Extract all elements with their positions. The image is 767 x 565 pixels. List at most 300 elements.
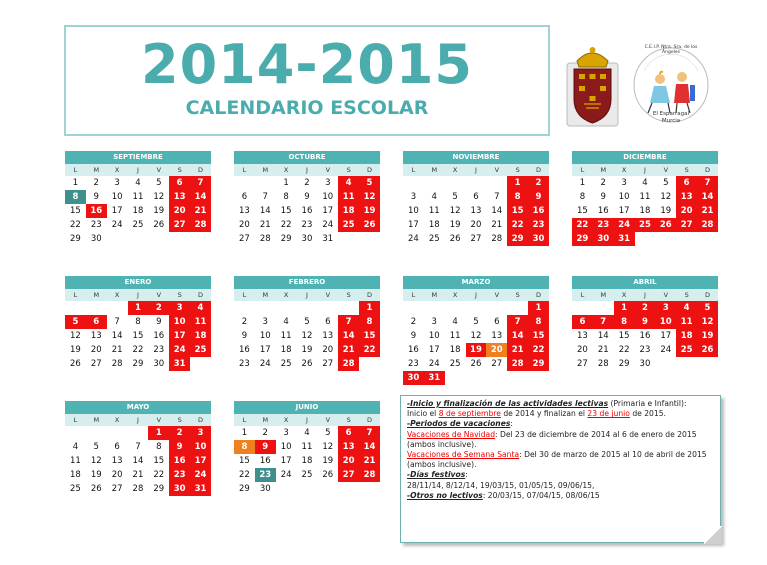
notes-line-5: Vacaciones de Semana Santa: Del 30 de marzo de 2015 al 10 de abril de 2015 (ambos inclusive). bbox=[407, 450, 707, 470]
day-cell: 21 bbox=[338, 343, 359, 357]
day-cell: 2 bbox=[304, 178, 310, 188]
day-cell: 21 bbox=[111, 345, 123, 355]
empty-cell bbox=[572, 301, 593, 315]
day-cell: 20 bbox=[111, 470, 123, 480]
day-cell: 29 bbox=[280, 234, 292, 244]
day-cell: 19 bbox=[660, 206, 672, 216]
day-cell: 15 bbox=[132, 331, 144, 341]
day-cell: 8 bbox=[614, 315, 635, 329]
day-cell: 25 bbox=[301, 470, 313, 480]
day-cell: 6 bbox=[86, 315, 107, 329]
murcia-coat-of-arms-logo bbox=[565, 41, 620, 129]
day-cell: 14 bbox=[190, 190, 211, 204]
day-cell: 10 bbox=[322, 192, 334, 202]
day-cell: 8 bbox=[528, 315, 549, 329]
weekday-label: D bbox=[535, 291, 541, 299]
day-cell: 9 bbox=[169, 440, 190, 454]
weekday-label: D bbox=[197, 166, 203, 174]
month-december bbox=[572, 151, 718, 246]
month-may bbox=[65, 401, 211, 496]
day-cell: 3 bbox=[262, 317, 268, 327]
day-cell: 17 bbox=[259, 345, 271, 355]
day-cell: 6 bbox=[241, 192, 248, 202]
day-cell: 19 bbox=[301, 345, 313, 355]
notes-line-3: -Periodos de vacaciones: bbox=[407, 419, 513, 429]
day-cell: 20 bbox=[676, 204, 697, 218]
day-cell: 15 bbox=[153, 456, 165, 466]
day-cell: 13 bbox=[239, 206, 250, 216]
day-cell: 17 bbox=[408, 220, 419, 230]
day-cell: 5 bbox=[93, 442, 99, 452]
day-cell: 22 bbox=[528, 343, 549, 357]
weekday-label: X bbox=[283, 416, 289, 424]
day-cell: 26 bbox=[697, 343, 718, 357]
day-cell: 23 bbox=[255, 468, 276, 482]
weekday-label: X bbox=[114, 166, 120, 174]
day-cell: 25 bbox=[190, 343, 211, 357]
day-cell: 12 bbox=[70, 331, 81, 341]
day-cell: 16 bbox=[86, 204, 107, 218]
day-grid bbox=[234, 176, 380, 246]
day-cell: 28 bbox=[259, 234, 271, 244]
day-cell: 9 bbox=[255, 440, 276, 454]
weekday-label: M bbox=[262, 291, 269, 299]
weekday-label: S bbox=[684, 291, 689, 299]
day-cell: 14 bbox=[359, 440, 380, 454]
day-cell: 7 bbox=[593, 315, 614, 329]
weekday-label: D bbox=[366, 416, 372, 424]
day-grid bbox=[65, 176, 211, 246]
day-cell: 22 bbox=[132, 345, 144, 355]
day-cell: 8 bbox=[156, 442, 162, 452]
day-cell: 12 bbox=[660, 192, 672, 202]
day-cell: 21 bbox=[507, 343, 528, 357]
day-cell: 7 bbox=[262, 192, 268, 202]
day-cell: 3 bbox=[190, 426, 211, 440]
day-cell: 10 bbox=[655, 315, 676, 329]
day-cell: 1 bbox=[579, 178, 586, 188]
day-cell: 14 bbox=[111, 331, 123, 341]
day-cell: 15 bbox=[70, 206, 81, 216]
day-cell: 30 bbox=[593, 232, 614, 246]
weekday-label: J bbox=[305, 291, 308, 299]
day-cell: 27 bbox=[470, 234, 482, 244]
day-cell: 2 bbox=[169, 426, 190, 440]
day-cell: 30 bbox=[301, 234, 313, 244]
empty-cell bbox=[107, 301, 128, 315]
month-title: ENERO bbox=[65, 276, 211, 289]
empty-cell bbox=[255, 176, 276, 190]
empty-cell bbox=[424, 176, 445, 190]
month-february bbox=[234, 276, 380, 371]
day-cell: 5 bbox=[359, 176, 380, 190]
empty-cell bbox=[445, 301, 466, 315]
day-cell: 4 bbox=[283, 317, 289, 327]
day-cell: 13 bbox=[322, 331, 334, 341]
empty-cell bbox=[234, 301, 255, 315]
day-cell: 4 bbox=[304, 428, 310, 438]
day-cell: 18 bbox=[280, 345, 292, 355]
empty-cell bbox=[276, 301, 297, 315]
day-cell: 21 bbox=[132, 470, 144, 480]
weekday-header bbox=[65, 289, 211, 301]
day-cell: 8 bbox=[135, 317, 141, 327]
empty-cell bbox=[466, 301, 487, 315]
empty-cell bbox=[466, 176, 487, 190]
day-cell: 13 bbox=[90, 331, 102, 341]
day-cell: 16 bbox=[259, 456, 271, 466]
day-cell: 26 bbox=[322, 470, 334, 480]
day-cell: 22 bbox=[359, 343, 380, 357]
notes-line-4: Vacaciones de Navidad: Del 23 de diciembre de 2014 al 6 de enero de 2015 (ambos inclusive). bbox=[407, 429, 697, 449]
month-title: OCTUBRE bbox=[234, 151, 380, 164]
day-cell: 3 bbox=[283, 428, 289, 438]
day-cell: 9 bbox=[241, 331, 248, 341]
empty-cell bbox=[507, 301, 528, 315]
day-cell: 17 bbox=[169, 329, 190, 343]
day-cell: 13 bbox=[169, 190, 190, 204]
empty-cell bbox=[403, 301, 424, 315]
day-cell: 11 bbox=[639, 192, 651, 202]
month-title: SEPTIEMBRE bbox=[65, 151, 211, 164]
day-cell: 17 bbox=[660, 331, 672, 341]
weekday-label: J bbox=[305, 416, 308, 424]
day-cell: 18 bbox=[70, 470, 81, 480]
day-cell: 16 bbox=[169, 454, 190, 468]
day-cell: 10 bbox=[111, 192, 123, 202]
day-cell: 24 bbox=[428, 359, 440, 369]
day-cell: 25 bbox=[635, 218, 656, 232]
day-cell: 9 bbox=[304, 192, 310, 202]
day-cell: 28 bbox=[111, 359, 123, 369]
day-cell: 30 bbox=[639, 359, 651, 369]
day-cell: 11 bbox=[280, 331, 292, 341]
day-cell: 16 bbox=[408, 345, 419, 355]
weekday-label: S bbox=[346, 416, 351, 424]
month-title: ABRIL bbox=[572, 276, 718, 289]
school-name-top: C.E.I.P. Ntra. Sra. de los Ángeles bbox=[644, 45, 698, 55]
day-cell: 17 bbox=[280, 456, 292, 466]
day-cell: 17 bbox=[111, 206, 123, 216]
empty-cell bbox=[234, 176, 255, 190]
day-cell: 27 bbox=[577, 359, 588, 369]
weekday-label: V bbox=[156, 166, 162, 174]
day-cell: 3 bbox=[169, 301, 190, 315]
day-cell: 4 bbox=[431, 192, 437, 202]
weekday-label: V bbox=[325, 166, 331, 174]
weekday-label: M bbox=[93, 166, 100, 174]
day-grid bbox=[234, 426, 380, 496]
notes-line-1: -Inicio y finalización de las actividades lectivas (Primaria e Infantil): bbox=[407, 399, 687, 408]
day-cell: 9 bbox=[93, 192, 99, 202]
day-cell: 7 bbox=[494, 192, 500, 202]
weekday-label: X bbox=[283, 166, 289, 174]
day-cell: 13 bbox=[491, 331, 503, 341]
weekday-label: J bbox=[643, 291, 646, 299]
month-june bbox=[234, 401, 380, 496]
weekday-label: M bbox=[93, 416, 100, 424]
day-cell: 29 bbox=[507, 232, 528, 246]
day-cell: 31 bbox=[169, 357, 190, 371]
day-cell: 22 bbox=[618, 345, 630, 355]
day-cell: 8 bbox=[283, 192, 289, 202]
day-cell: 13 bbox=[111, 456, 123, 466]
day-cell: 28 bbox=[697, 218, 718, 232]
day-cell: 25 bbox=[449, 359, 461, 369]
day-cell: 4 bbox=[190, 301, 211, 315]
school-location-1: El Esparragal bbox=[652, 111, 690, 117]
day-cell: 10 bbox=[280, 442, 292, 452]
title-box bbox=[64, 25, 550, 136]
day-cell: 29 bbox=[618, 359, 630, 369]
weekday-label: D bbox=[366, 291, 372, 299]
weekday-label: V bbox=[325, 416, 331, 424]
weekday-label: M bbox=[600, 166, 607, 174]
weekday-label: J bbox=[643, 166, 646, 174]
day-cell: 20 bbox=[239, 220, 250, 230]
day-cell: 3 bbox=[325, 178, 331, 188]
day-cell: 24 bbox=[660, 345, 672, 355]
month-title: FEBRERO bbox=[234, 276, 380, 289]
day-cell: 2 bbox=[635, 301, 656, 315]
weekday-label: M bbox=[262, 166, 269, 174]
month-september bbox=[65, 151, 211, 246]
weekday-label: L bbox=[73, 291, 78, 299]
day-cell: 18 bbox=[676, 329, 697, 343]
weekday-label: V bbox=[663, 291, 669, 299]
day-cell: 1 bbox=[614, 301, 635, 315]
day-cell: 27 bbox=[338, 468, 359, 482]
day-cell: 12 bbox=[697, 315, 718, 329]
day-cell: 18 bbox=[301, 456, 313, 466]
day-cell: 28 bbox=[507, 357, 528, 371]
day-cell: 9 bbox=[600, 192, 606, 202]
day-cell: 27 bbox=[169, 218, 190, 232]
month-march bbox=[403, 276, 549, 385]
weekday-label: J bbox=[136, 416, 139, 424]
day-cell: 5 bbox=[65, 315, 86, 329]
day-cell: 24 bbox=[111, 220, 123, 230]
weekday-label: S bbox=[177, 166, 182, 174]
weekday-header bbox=[234, 414, 380, 426]
day-cell: 1 bbox=[359, 301, 380, 315]
day-cell: 3 bbox=[114, 178, 120, 188]
day-grid bbox=[572, 301, 718, 371]
day-cell: 26 bbox=[90, 484, 102, 494]
day-cell: 28 bbox=[359, 468, 380, 482]
day-cell: 22 bbox=[153, 470, 165, 480]
weekday-label: S bbox=[515, 166, 520, 174]
day-cell: 24 bbox=[190, 468, 211, 482]
day-cell: 26 bbox=[70, 359, 81, 369]
day-cell: 30 bbox=[403, 371, 424, 385]
day-cell: 2 bbox=[93, 178, 99, 188]
weekday-header bbox=[234, 164, 380, 176]
day-cell: 31 bbox=[424, 371, 445, 385]
day-cell: 23 bbox=[169, 468, 190, 482]
day-cell: 10 bbox=[618, 192, 630, 202]
weekday-label: X bbox=[621, 291, 627, 299]
day-cell: 8 bbox=[234, 440, 255, 454]
day-cell: 22 bbox=[572, 218, 593, 232]
weekday-label: L bbox=[242, 166, 247, 174]
day-cell: 22 bbox=[70, 220, 81, 230]
day-cell: 17 bbox=[190, 454, 211, 468]
day-cell: 5 bbox=[304, 317, 310, 327]
day-cell: 8 bbox=[579, 192, 586, 202]
day-cell: 5 bbox=[663, 178, 669, 188]
day-cell: 26 bbox=[359, 218, 380, 232]
day-cell: 12 bbox=[301, 331, 313, 341]
day-grid bbox=[403, 176, 549, 246]
empty-cell bbox=[593, 301, 614, 315]
notes-line-2: Inicio el 8 de septiembre de 2014 y finalizan el 23 de junio de 2015. bbox=[407, 409, 666, 419]
day-cell: 24 bbox=[614, 218, 635, 232]
day-cell: 11 bbox=[338, 190, 359, 204]
day-cell: 19 bbox=[322, 456, 334, 466]
day-cell: 12 bbox=[470, 331, 482, 341]
day-cell: 15 bbox=[280, 206, 292, 216]
weekday-label: V bbox=[494, 166, 500, 174]
day-cell: 29 bbox=[528, 357, 549, 371]
weekday-header bbox=[65, 414, 211, 426]
day-cell: 2 bbox=[241, 317, 248, 327]
weekday-label: M bbox=[262, 416, 269, 424]
weekday-label: S bbox=[177, 291, 182, 299]
empty-cell bbox=[128, 426, 149, 440]
day-cell: 17 bbox=[428, 345, 440, 355]
empty-cell bbox=[403, 176, 424, 190]
day-cell: 14 bbox=[597, 331, 609, 341]
day-cell: 19 bbox=[90, 470, 102, 480]
day-cell: 12 bbox=[322, 442, 334, 452]
weekday-label: J bbox=[305, 166, 308, 174]
day-cell: 22 bbox=[507, 218, 528, 232]
empty-cell bbox=[486, 301, 507, 315]
day-cell: 1 bbox=[72, 178, 79, 188]
day-cell: 5 bbox=[156, 178, 162, 188]
weekday-label: D bbox=[704, 291, 710, 299]
empty-cell bbox=[107, 426, 128, 440]
day-cell: 14 bbox=[491, 206, 503, 216]
day-cell: 30 bbox=[169, 482, 190, 496]
day-cell: 15 bbox=[507, 204, 528, 218]
day-cell: 23 bbox=[593, 218, 614, 232]
day-cell: 1 bbox=[507, 176, 528, 190]
weekday-header bbox=[572, 164, 718, 176]
day-cell: 14 bbox=[132, 456, 144, 466]
day-cell: 20 bbox=[322, 345, 334, 355]
weekday-label: D bbox=[197, 416, 203, 424]
weekday-label: L bbox=[242, 291, 247, 299]
day-cell: 19 bbox=[466, 343, 487, 357]
day-cell: 3 bbox=[655, 301, 676, 315]
day-cell: 18 bbox=[338, 204, 359, 218]
page-curl bbox=[704, 526, 722, 544]
day-cell: 25 bbox=[676, 343, 697, 357]
weekday-label: X bbox=[452, 291, 458, 299]
weekday-label: V bbox=[325, 291, 331, 299]
day-cell: 31 bbox=[614, 232, 635, 246]
day-cell: 25 bbox=[428, 234, 440, 244]
day-cell: 30 bbox=[90, 234, 102, 244]
day-cell: 17 bbox=[322, 206, 334, 216]
day-cell: 24 bbox=[169, 343, 190, 357]
day-cell: 22 bbox=[280, 220, 292, 230]
weekday-label: S bbox=[177, 416, 182, 424]
day-cell: 31 bbox=[190, 482, 211, 496]
notes-box bbox=[400, 395, 721, 543]
day-cell: 4 bbox=[676, 301, 697, 315]
day-cell: 11 bbox=[70, 456, 81, 466]
day-cell: 13 bbox=[338, 440, 359, 454]
day-cell: 11 bbox=[132, 192, 144, 202]
day-cell: 23 bbox=[301, 220, 313, 230]
month-title: DICIEMBRE bbox=[572, 151, 718, 164]
day-grid bbox=[65, 301, 211, 371]
weekday-label: V bbox=[663, 166, 669, 174]
day-cell: 31 bbox=[322, 234, 334, 244]
school-logo bbox=[632, 41, 710, 129]
day-cell: 9 bbox=[528, 190, 549, 204]
day-cell: 7 bbox=[359, 426, 380, 440]
weekday-header bbox=[234, 289, 380, 301]
day-grid bbox=[572, 176, 718, 246]
day-cell: 2 bbox=[410, 317, 417, 327]
day-cell: 11 bbox=[301, 442, 313, 452]
day-cell: 27 bbox=[90, 359, 102, 369]
day-cell: 7 bbox=[697, 176, 718, 190]
month-january bbox=[65, 276, 211, 371]
day-cell: 15 bbox=[618, 331, 630, 341]
weekday-label: D bbox=[535, 166, 541, 174]
day-cell: 16 bbox=[301, 206, 313, 216]
day-cell: 27 bbox=[111, 484, 123, 494]
day-cell: 21 bbox=[359, 454, 380, 468]
page-subtitle: CALENDARIO ESCOLAR bbox=[185, 97, 429, 119]
day-cell: 16 bbox=[639, 331, 651, 341]
day-cell: 18 bbox=[428, 220, 440, 230]
day-grid bbox=[65, 426, 211, 496]
day-cell: 21 bbox=[190, 204, 211, 218]
day-cell: 29 bbox=[70, 234, 81, 244]
month-october bbox=[234, 151, 380, 246]
day-cell: 24 bbox=[280, 470, 292, 480]
day-cell: 6 bbox=[338, 426, 359, 440]
day-cell: 20 bbox=[169, 204, 190, 218]
empty-cell bbox=[486, 176, 507, 190]
weekday-label: X bbox=[114, 416, 120, 424]
notes-line-7: 28/11/14, 8/12/14, 19/03/15, 01/05/15, 09/06/15, bbox=[407, 480, 595, 490]
day-cell: 16 bbox=[528, 204, 549, 218]
weekday-label: L bbox=[411, 291, 416, 299]
day-cell: 7 bbox=[190, 176, 211, 190]
day-grid bbox=[403, 301, 549, 385]
day-cell: 12 bbox=[153, 192, 165, 202]
empty-cell bbox=[65, 301, 86, 315]
day-cell: 8 bbox=[507, 190, 528, 204]
weekday-label: M bbox=[431, 291, 438, 299]
month-april bbox=[572, 276, 718, 371]
day-cell: 6 bbox=[494, 317, 500, 327]
month-november bbox=[403, 151, 549, 246]
day-cell: 2 bbox=[148, 301, 169, 315]
weekday-label: V bbox=[156, 291, 162, 299]
day-cell: 30 bbox=[528, 232, 549, 246]
day-cell: 15 bbox=[577, 206, 588, 216]
day-cell: 11 bbox=[190, 315, 211, 329]
day-cell: 26 bbox=[449, 234, 461, 244]
